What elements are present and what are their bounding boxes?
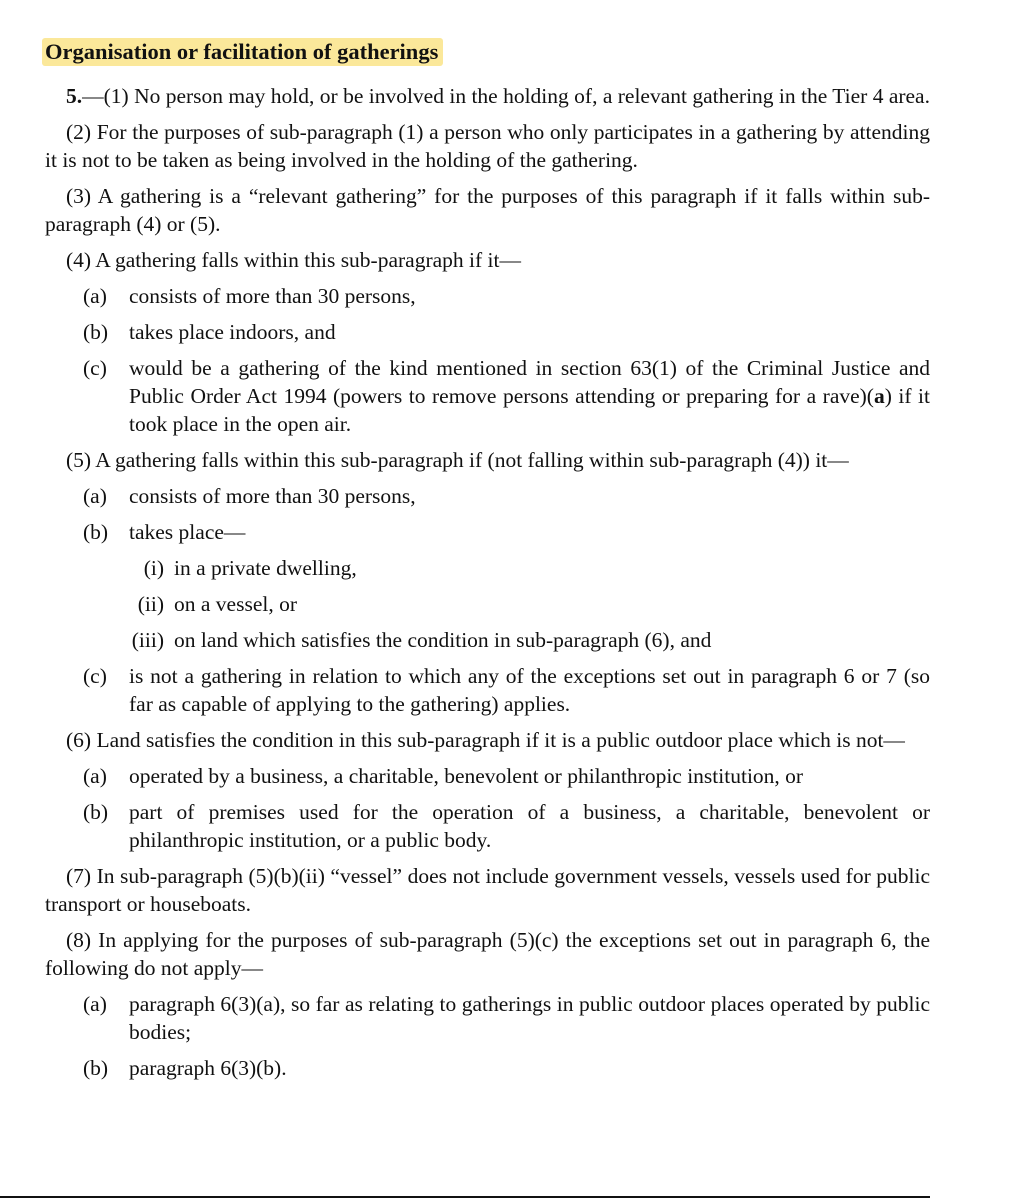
- item-label: (iii): [131, 628, 164, 652]
- item-label: (b): [83, 800, 109, 824]
- item-text: paragraph 6(3)(b).: [129, 1056, 287, 1080]
- item-text: paragraph 6(3)(a), so far as relating to gatherings in public outdoor places operated by public bodies;: [129, 992, 930, 1044]
- list-item: [45, 354, 930, 438]
- list-item: [45, 1054, 930, 1082]
- item-label: (a): [83, 764, 107, 788]
- item-text: operated by a business, a charitable, benevolent or philanthropic institution, or: [129, 764, 804, 788]
- item-text: [129, 354, 930, 438]
- footnote-ref: a: [873, 384, 885, 408]
- item-text-part: would be a gathering of the kind mentioned in section 63(1) of the Criminal Justice and Public Order Act 1994 (powers to remove persons attending or preparing for a rave)(: [129, 356, 930, 408]
- sub-list-item: [45, 554, 930, 582]
- item-label: (a): [83, 484, 107, 508]
- list-item: [45, 282, 930, 310]
- list-item: [45, 990, 930, 1046]
- item-text: on a vessel, or: [174, 592, 297, 616]
- item-text: is not a gathering in relation to which any of the exceptions set out in paragraph 6 or 7 (so far as capable of applying to the gathering) applies.: [129, 664, 930, 716]
- item-text: takes place—: [129, 520, 246, 544]
- item-text: part of premises used for the operation of a business, a charitable, benevolent or philanthropic institution, or a public body.: [129, 800, 930, 852]
- paragraph-5-6: (6) Land satisfies the condition in this sub-paragraph if it is a public outdoor place which is not—: [66, 728, 905, 752]
- paragraph-5-8: (8) In applying for the purposes of sub-paragraph (5)(c) the exceptions set out in paragraph 6, the following do not apply—: [45, 928, 930, 980]
- item-text: consists of more than 30 persons,: [129, 484, 416, 508]
- item-text: consists of more than 30 persons,: [129, 284, 416, 308]
- paragraph-5-1: [45, 82, 930, 110]
- item-text: in a private dwelling,: [174, 556, 357, 580]
- list-item: [45, 798, 930, 854]
- list-item: [45, 662, 930, 718]
- item-label: (b): [83, 520, 109, 544]
- item-label: (c): [83, 664, 107, 688]
- sub-list-item: [45, 626, 930, 654]
- paragraph-5-7: (7) In sub-paragraph (5)(b)(ii) “vessel” does not include government vessels, vessels used for public transport or houseboats.: [45, 864, 930, 916]
- item-label: (i): [143, 556, 164, 580]
- item-label: (b): [83, 320, 109, 344]
- item-text: takes place indoors, and: [129, 320, 336, 344]
- list-item: [45, 762, 930, 790]
- item-text: on land which satisfies the condition in sub-paragraph (6), and: [174, 628, 712, 652]
- item-label: (b): [83, 1056, 109, 1080]
- item-label: (a): [83, 992, 107, 1016]
- item-label: (c): [83, 356, 107, 380]
- document-page: [45, 38, 930, 1082]
- bottom-rule: [0, 1196, 930, 1198]
- list-item: [45, 518, 930, 546]
- section-heading: Organisation or facilitation of gatherings: [42, 38, 443, 66]
- paragraph-5-4: (4) A gathering falls within this sub-paragraph if it—: [66, 248, 521, 272]
- paragraph-5-5: (5) A gathering falls within this sub-paragraph if (not falling within sub-paragraph (4)) it—: [66, 448, 849, 472]
- paragraph-5-2: (2) For the purposes of sub-paragraph (1) a person who only participates in a gathering by attending it is not to be taken as being involved in the holding of the gathering.: [45, 120, 930, 172]
- paragraph-number: 5.: [66, 84, 83, 108]
- sub-list-item: [45, 590, 930, 618]
- item-label: (a): [83, 284, 107, 308]
- list-item: [45, 318, 930, 346]
- paragraph-5-3: (3) A gathering is a “relevant gathering” for the purposes of this paragraph if it falls within sub-paragraph (4) or (5).: [45, 184, 930, 236]
- item-label: (ii): [137, 592, 164, 616]
- paragraph-5-1-text: —(1) No person may hold, or be involved in the holding of, a relevant gathering in the Tier 4 area.: [82, 84, 930, 108]
- item-text-part: ) if it took place in the open air.: [129, 384, 931, 436]
- list-item: [45, 482, 930, 510]
